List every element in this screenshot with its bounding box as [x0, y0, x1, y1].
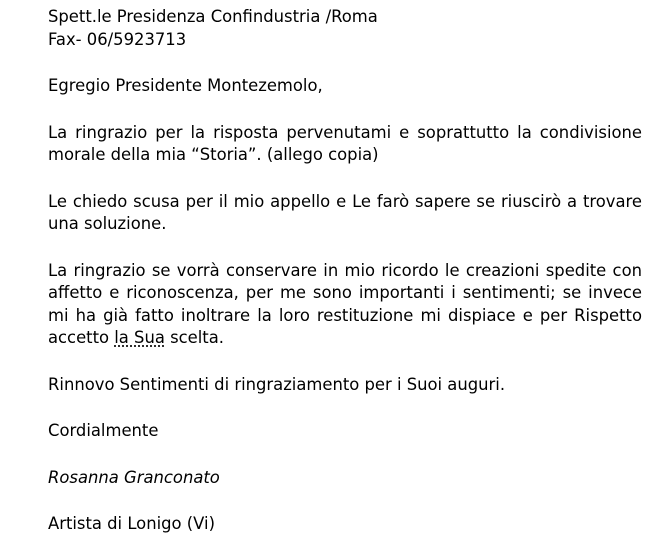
paragraph-2 [48, 191, 642, 236]
recipient-name: Spett.le Presidenza Confindustria /Roma [48, 7, 378, 26]
closing-text: Cordialmente [48, 421, 159, 440]
letter-body [48, 6, 642, 560]
paragraph-3-end: scelta. [164, 328, 224, 347]
sender-title-text: Artista di Lonigo (Vi) [48, 514, 215, 533]
salutation-text: Egregio Presidente Montezemolo, [48, 76, 323, 95]
signature-text: Rosanna Granconato [48, 467, 220, 487]
signature [48, 467, 642, 490]
paragraph-1 [48, 122, 642, 167]
paragraph-4-text: Rinnovo Sentimenti di ringraziamento per i Suoi auguri. [48, 374, 506, 394]
paragraph-2-text: Le chiedo scusa per il mio appello e Le farò sapere se riuscirò a trovare una soluzione. [48, 191, 642, 233]
paragraph-1-text: La ringrazio per la risposta pervenutami e soprattutto la condivisione morale della mia “Storia”. (allego copia) [48, 122, 642, 164]
underlined-phrase: la Sua [114, 328, 165, 347]
salutation [48, 75, 642, 98]
sender-title [48, 513, 642, 536]
closing [48, 420, 642, 443]
paragraph-3-text [48, 260, 642, 350]
paragraph-3-start: La ringrazio se vorrà conservare in mio ricordo le creazioni spedite con affetto e riconoscenza, per me sono importanti i sentimenti; se invece mi ha già fatto inoltrare la loro restituzione mi dispiace e per Rispetto accetto [48, 260, 642, 347]
paragraph-3 [48, 260, 642, 350]
recipient-fax: Fax- 06/5923713 [48, 29, 187, 49]
paragraph-4 [48, 374, 642, 397]
recipient-block [48, 6, 642, 51]
